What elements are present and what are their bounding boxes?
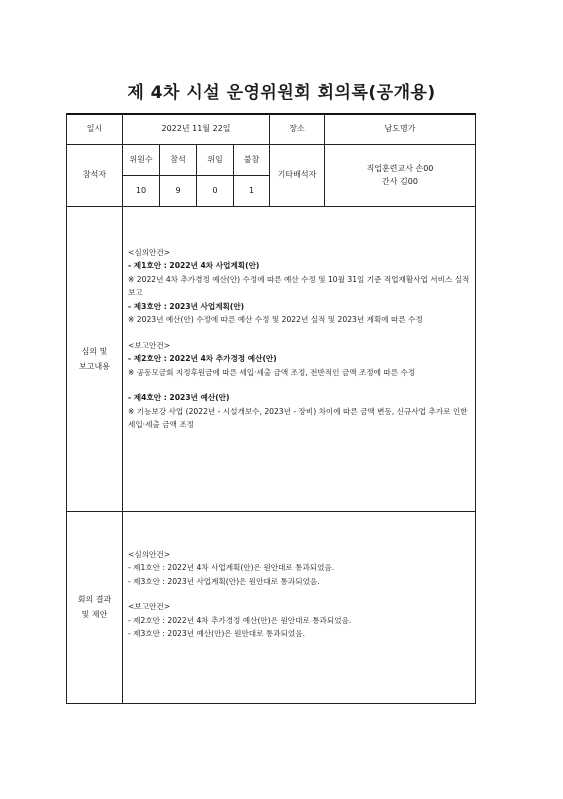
attendee-col-header: 참석 — [160, 144, 197, 175]
deliberation-line: ※ 기능보강 사업 (2022년 - 시설개보수, 2023년 - 장비) 차이에 따른 금액 변동, 신규사업 추가로 인한 세입·세출 금액 조정 — [128, 406, 468, 429]
place-value: 남도명가 — [325, 114, 476, 144]
deliberation-line: - 제2호안 : 2022년 4차 추가경정 예산(안) — [128, 354, 277, 363]
results-label-line: 및 제안 — [81, 610, 108, 619]
deliberation-line — [128, 327, 470, 339]
deliberation-line: - 제4호안 : 2023년 예산(안) — [128, 393, 230, 402]
deliberation-line — [128, 379, 470, 391]
page-title: 제 4차 시설 운영위원회 회의록(공개용) — [127, 83, 436, 103]
results-line: - 제3호안 : 2023년 예산(안)은 원안대로 통과되었음. — [128, 629, 305, 638]
results-content — [123, 511, 476, 703]
attendees-label: 참석자 — [67, 144, 123, 206]
results-line: - 제3호안 : 2023년 사업계획(안)은 원안대로 통과되었음. — [128, 576, 320, 586]
deliberation-label — [67, 206, 123, 511]
results-line: <심의안건> — [128, 549, 171, 559]
deliberation-content — [123, 206, 476, 511]
place-label: 장소 — [270, 114, 325, 144]
minutes-table — [66, 113, 476, 704]
other-attendees-label: 기타배석자 — [270, 144, 325, 206]
results-label-line: 회의 결과 — [77, 595, 112, 604]
results-label — [67, 511, 123, 703]
other-attendees — [325, 144, 476, 206]
other-attendee: 직업훈련교사 손00 — [366, 164, 434, 173]
other-attendee: 간사 김00 — [382, 177, 418, 186]
deliberation-line: ※ 2022년 4차 추가경정 예산(안) 수정에 따른 예산 수정 및 10월 31일 기준 직업재활사업 서비스 실적 보고 — [128, 274, 470, 297]
attendee-col-header: 위임 — [197, 144, 234, 175]
attendee-col-header: 위원수 — [123, 144, 160, 175]
attendee-count-value: 9 — [160, 175, 197, 206]
deliberation-label-line: 보고내용 — [79, 361, 110, 371]
results-line: <보고안건> — [128, 602, 171, 611]
deliberation-line: ※ 2023년 예산(안) 수정에 따른 예산 수정 및 2022년 실적 및 2023년 계획에 따른 수정 — [128, 315, 423, 324]
results-line — [128, 588, 470, 600]
date-value: 2022년 11월 22일 — [123, 114, 270, 144]
results-line: - 제2호안 : 2022년 4차 추가경정 예산(안)은 원안대로 통과되었음. — [128, 615, 352, 625]
deliberation-line: - 제1호안 : 2022년 4차 사업계획(안) — [128, 261, 260, 270]
date-label: 일시 — [67, 114, 123, 144]
attendee-count-value: 1 — [234, 175, 270, 206]
deliberation-line: - 제3호안 : 2023년 사업계획(안) — [128, 301, 245, 311]
results-line: - 제1호안 : 2022년 4차 사업계획(안)은 원안대로 통과되었음. — [128, 563, 335, 572]
deliberation-label-line: 심의 및 — [81, 346, 108, 356]
deliberation-line: <심의안건> — [128, 247, 171, 257]
attendee-count-value: 10 — [123, 175, 160, 206]
attendee-col-header: 불참 — [234, 144, 270, 175]
deliberation-line: <보고안건> — [128, 340, 171, 350]
attendee-count-value: 0 — [197, 175, 234, 206]
deliberation-line: ※ 공동모금회 지정후원금에 따른 세입·세출 금액 조정, 전반적인 금액 조정에 따른 수정 — [128, 367, 416, 377]
